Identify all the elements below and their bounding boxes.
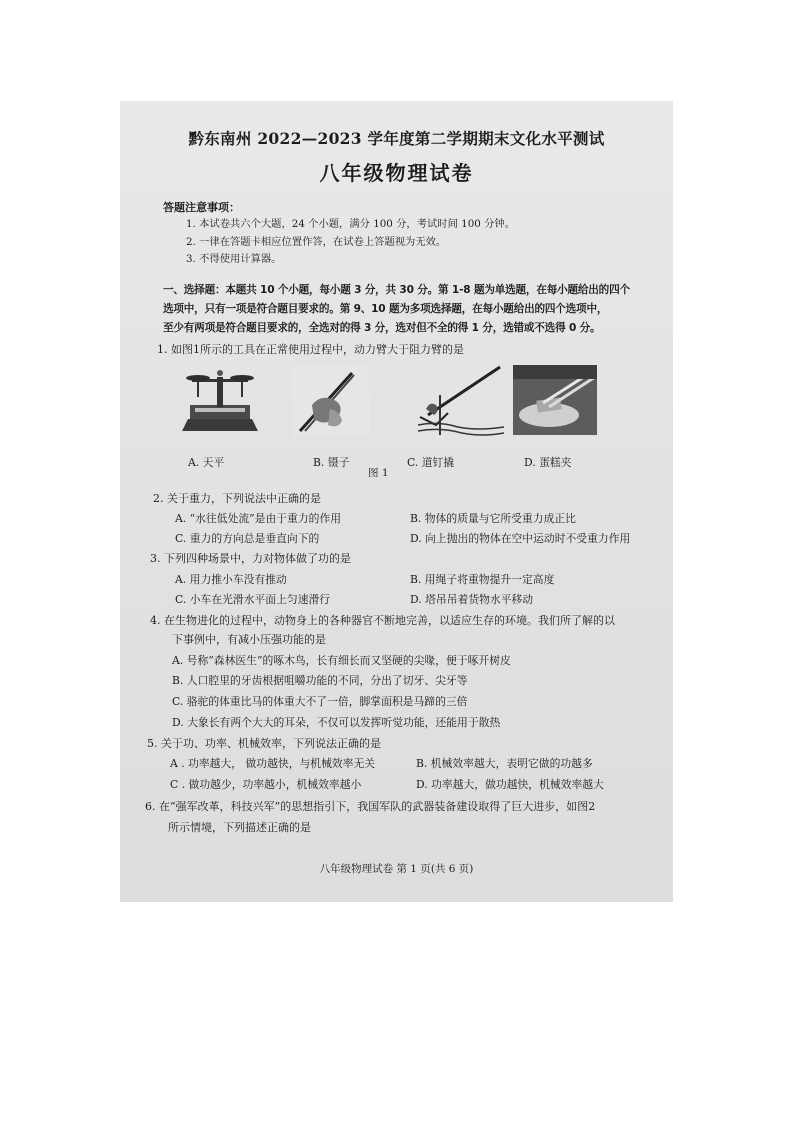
question-5-stem: 5. 关于功、功率、机械效率，下列说法正确的是 [147,737,381,750]
exam-title: 黔东南州 2022—2023 学年度第二学期期末文化水平测试 [188,129,605,148]
q3-option-c: C. 小车在光滑水平面上匀速滑行 [175,593,331,606]
q5-option-b: B. 机械效率越大，表明它做的功越多 [416,757,593,770]
tweezers-figure [292,365,370,437]
section-instructions-line: 一、选择题：本题共 10 个小题，每小题 3 分，共 30 分。第 1-8 题为单选题，在每小题给出的四个 [163,284,630,296]
question-4-stem-line: 4. 在生物进化的过程中，动物身上的各种器官不断地完善，以适应生存的环境。我们所了解的以 [150,614,615,627]
exam-subtitle: 八年级物理试卷 [319,161,474,185]
q3-option-b: B. 用绳子将重物提升一定高度 [410,573,555,586]
q1-option-c: C. 道钉撬 [407,456,455,469]
section-instructions-line: 选项中，只有一项是符合题目要求的。第 9、10 题为多项选择题，在每小题给出的四个选项中， [163,303,608,315]
q2-option-d: D. 向上抛出的物体在空中运动时不受重力作用 [410,532,631,545]
page-footer: 八年级物理试卷 第 1 页(共 6 页) [319,863,474,875]
q5-option-d: D. 功率越大，做功越快，机械效率越大 [416,778,604,791]
q4-option-c: C. 骆驼的体重比马的体重大不了一倍，脚掌面积是马蹄的三倍 [172,695,468,708]
note-item: 2. 一律在答题卡相应位置作答，在试卷上答题视为无效。 [186,236,447,248]
q5-option-c: C . 做功越少，功率越小，机械效率越小 [170,778,362,791]
figure-1-caption: 图 1 [368,467,389,479]
question-6-stem-line: 6. 在“强军改革，科技兴军”的思想指引下，我国军队的武器装备建设取得了巨大进步，如图2 [145,800,596,813]
q4-option-d: D. 大象长有两个大大的耳朵，不仅可以发挥听觉功能，还能用于散热 [172,716,501,729]
q1-option-d: D. 蛋糕夹 [524,456,572,469]
question-6-stem-line: 所示情境，下列描述正确的是 [168,821,311,834]
notes-heading: 答题注意事项： [163,201,240,214]
q4-option-a: A. 号称“森林医生”的啄木鸟，长有细长而又坚硬的尖喙，便于啄开树皮 [172,654,511,667]
balance-figure [178,365,262,435]
cake-tongs-figure [513,365,597,435]
question-3-stem: 3. 下列四种场景中，力对物体做了功的是 [150,552,351,565]
q1-option-a: A. 天平 [188,456,225,469]
q2-option-a: A. “水往低处流”是由于重力的作用 [175,512,342,525]
note-item: 1. 本试卷共六个大题，24 个小题，满分 100 分，考试时间 100 分钟。 [186,218,515,230]
q4-option-b: B. 人口腔里的牙齿根据咀嚼功能的不同，分出了切牙、尖牙等 [172,674,468,687]
note-item: 3. 不得使用计算器。 [186,253,282,265]
q3-option-d: D. 塔吊吊着货物水平移动 [410,593,534,606]
q1-option-b: B. 镊子 [313,456,350,469]
q2-option-b: B. 物体的质量与它所受重力成正比 [410,512,576,525]
question-4-stem-line: 下事例中，有减小压强功能的是 [172,633,326,646]
spike-bar-figure [418,365,504,437]
q5-option-a: A . 功率越大， 做功越快，与机械效率无关 [170,757,376,770]
exam-page [120,101,673,902]
section-instructions-line: 至少有两项是符合题目要求的，全选对的得 3 分，选对但不全的得 1 分，选错或不选得 0 分。 [163,322,601,334]
q2-option-c: C. 重力的方向总是垂直向下的 [175,532,320,545]
question-1-stem: 1. 如图1所示的工具在正常使用过程中，动力臂大于阻力臂的是 [157,343,464,356]
question-2-stem: 2. 关于重力，下列说法中正确的是 [153,492,321,505]
q3-option-a: A. 用力推小车没有推动 [175,573,287,586]
